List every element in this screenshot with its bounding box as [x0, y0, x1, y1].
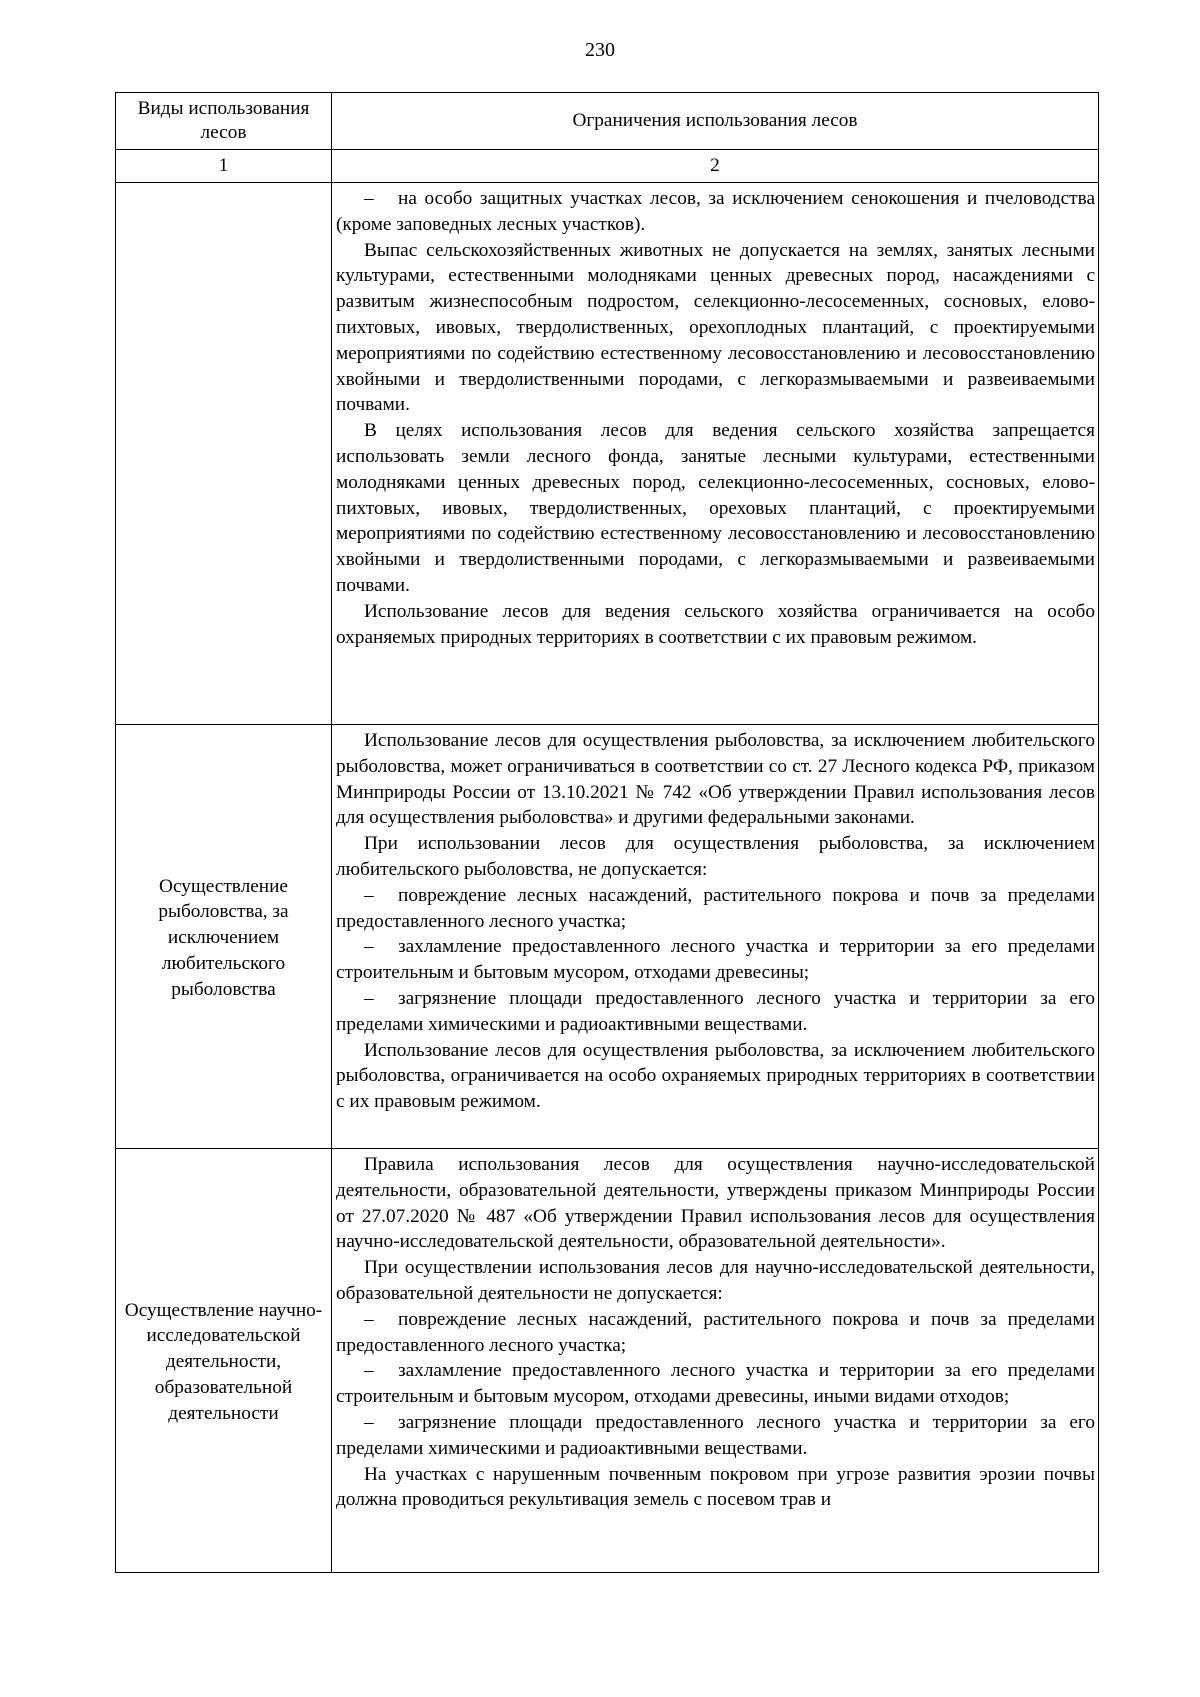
paragraph [336, 1152, 1095, 1255]
list-item [336, 934, 1095, 986]
table-row [116, 1149, 1099, 1573]
use-type-cell: Осуществление рыболовства, за исключением любительского рыболовства [116, 725, 332, 1149]
paragraph [336, 728, 1095, 831]
header-restrictions: Ограничения использования лесов [332, 93, 1099, 150]
paragraph-text: Использование лесов для осуществления рыболовства, за исключением любительского рыболовства, ограничивается на особо охраняемых природных территориях в соответствии с их правовым режимом. [336, 1039, 1095, 1113]
table-header-row [116, 93, 1099, 150]
paragraph-text: на особо защитных участках лесов, за исключением сенокошения и пчеловодства (кроме заповедных лесных участков). [336, 188, 1095, 235]
restrictions-cell [332, 1149, 1099, 1573]
dash-marker: – [364, 884, 374, 906]
paragraph-text: Правила использования лесов для осуществления научно-исследовательской деятельности, образовательной деятельности, утверждены приказом Минприроды России от 27.07.2020 № 487 «Об утверждении Правил использования лесов для осуществления научно-исследовательской деятельности, образовательной деятельности». [336, 1154, 1095, 1253]
dash-marker: – [364, 1360, 374, 1382]
table-row [116, 725, 1099, 1149]
paragraph [336, 238, 1095, 419]
use-type-cell: Осуществление научно-исследовательской деятельности, образовательной деятельности [116, 1149, 332, 1573]
header-use-type: Виды использования лесов [116, 93, 332, 150]
paragraph-text: На участках с нарушенным почвенным покровом при угрозе развития эрозии почвы должна проводиться рекультивация земель с посевом трав и [336, 1463, 1095, 1511]
table-row [116, 183, 1099, 725]
paragraph [336, 418, 1095, 599]
dash-marker: – [364, 188, 374, 209]
paragraph-text: захламление предоставленного лесного участка и территории за его пределами строительным и бытовым мусором, отходами древесины, иными видами отходов; [336, 1360, 1095, 1408]
paragraph-text: В целях использования лесов для ведения сельского хозяйства запрещается использовать земли лесного фонда, занятые лесными культурами, естественными молодняками ценных древесных пород, селекционно-лесосеменных, сосновых, елово-пихтовых, ивовых, твердолиственных, ореховых плантаций, с проектируемыми мероприятиями по содействию естественному лесовосстановлению и лесовосстановлению хвойными и твердолиственными породами, с легкоразмываемыми и развеиваемыми почвами. [336, 420, 1095, 596]
paragraph-text: Использование лесов для осуществления рыболовства, за исключением любительского рыболовства, может ограничиваться в соответствии со ст. 27 Лесного кодекса РФ, приказом Минприроды России от 13.10.2021 № 742 «Об утверждении Правил использования лесов для осуществления рыболовства» и другими федеральными законами. [336, 730, 1095, 829]
paragraph-text: загрязнение площади предоставленного лесного участка и территории за его пределами химическими и радиоактивными веществами. [336, 1411, 1095, 1459]
list-item [336, 1307, 1095, 1359]
use-type-cell [116, 183, 332, 725]
list-item [336, 1410, 1095, 1462]
paragraph [336, 1255, 1095, 1307]
paragraph-text: захламление предоставленного лесного участка и территории за его пределами строительным и бытовым мусором, отходами древесины; [336, 936, 1095, 984]
paragraph-text: Использование лесов для ведения сельского хозяйства ограничивается на особо охраняемых природных территориях в соответствии с их правовым режимом. [336, 600, 1095, 648]
paragraph-text: повреждение лесных насаждений, растительного покрова и почв за пределами предоставленного лесного участка; [336, 884, 1095, 932]
list-item [336, 986, 1095, 1038]
paragraph [336, 831, 1095, 883]
restrictions-cell [332, 183, 1099, 725]
paragraph [336, 1462, 1095, 1514]
forest-use-restrictions-table [115, 92, 1099, 1573]
paragraph-text: повреждение лесных насаждений, растительного покрова и почв за пределами предоставленного лесного участка; [336, 1308, 1095, 1356]
column-number-row [116, 150, 1099, 183]
dash-marker: – [364, 987, 374, 1009]
column-number-1: 1 [116, 150, 332, 183]
page-number: 230 [585, 39, 615, 61]
column-number-2: 2 [332, 150, 1099, 183]
dash-marker: – [364, 1411, 374, 1433]
list-item [336, 1358, 1095, 1410]
restrictions-cell [332, 725, 1099, 1149]
paragraph-text: При осуществлении использования лесов для научно-исследовательской деятельности, образовательной деятельности не допускается: [336, 1257, 1095, 1304]
paragraph-text: Выпас сельскохозяйственных животных не допускается на землях, занятых лесными культурами, естественными молодняками ценных древесных пород, насаждениями с развитым жизнеспособным подростом, селекционно-лесосеменных, сосновых, елово-пихтовых, ивовых, твердолиственных, орехоплодных плантаций, с проектируемыми мероприятиями по содействию естественному лесовосстановлению и лесовосстановлению хвойными и твердолиственными породами, с легкоразмываемыми и развеиваемыми почвами. [336, 239, 1095, 416]
paragraph-text: При использовании лесов для осуществления рыболовства, за исключением любительского рыболовства, не допускается: [336, 833, 1095, 880]
paragraph-text: загрязнение площади предоставленного лесного участка и территории за его пределами химическими и радиоактивными веществами. [336, 987, 1095, 1035]
dash-marker: – [364, 936, 374, 958]
paragraph [336, 599, 1095, 651]
dash-marker: – [364, 1308, 374, 1330]
list-item [336, 186, 1095, 238]
paragraph [336, 1038, 1095, 1115]
list-item [336, 883, 1095, 935]
